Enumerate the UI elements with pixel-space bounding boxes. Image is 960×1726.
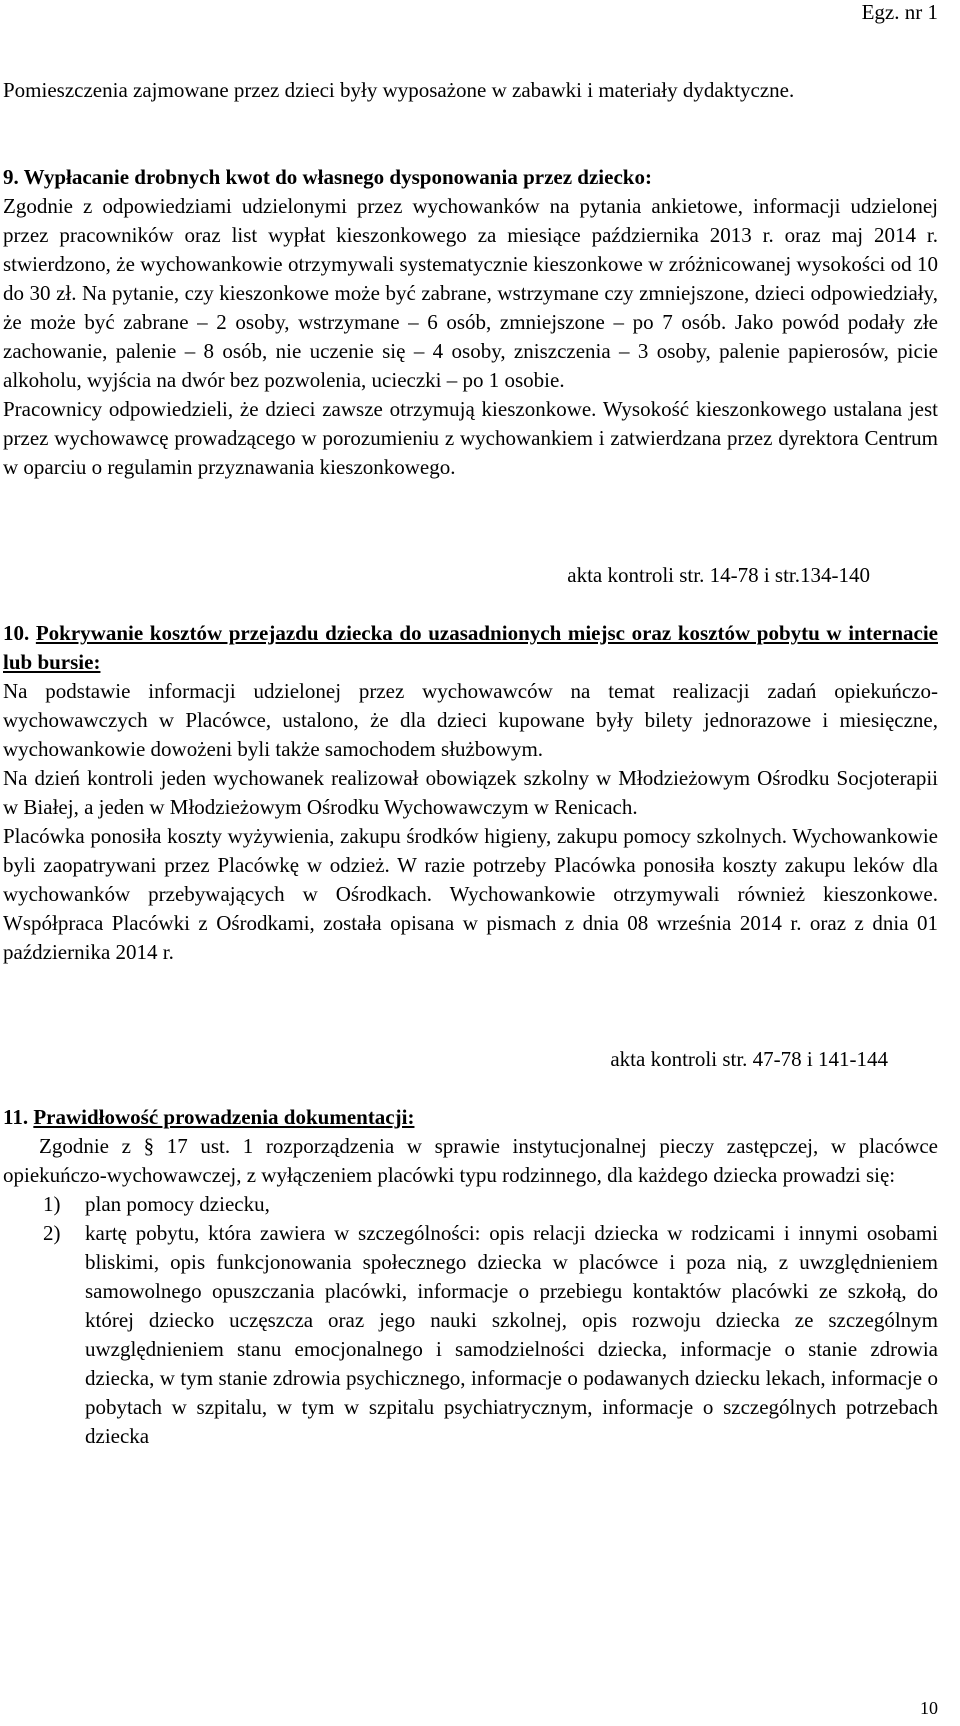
list-item-text: kartę pobytu, która zawiera w szczególności: opis relacji dziecka w rodzicami i innymi osobami bliskimi, opis funkcjonowania społecznego dziecka w placówce i poza nią, z uwzględnieniem samowolnego opuszczania placówki, informacje o przebiegu kontaktów placówki ze szkołą, do której dziecko uczęszcza oraz jego nauki szkolnej, opis rozwoju dziecka ze szczególnym uwzględnieniem stanu emocjonalnego i samodzielności dziecka, informacje o stanie zdrowia dziecka, w tym stanie zdrowia psychicznego, informacje o podawanych dziecku lekach, informacje o pobytach w szpitalu, w tym w szpitalu psychiatrycznym, informacje o szczególnych potrzebach dziecka <box>85 1221 938 1448</box>
section-10-paragraph-1: Na podstawie informacji udzielonej przez wychowawców na temat realizacji zadań opiekuńczo-wychowawczych w Placówce, ustalono, że dla dzieci kupowane były bilety jednorazowe i miesięczne, wychowankowie dowożeni byli także samochodem służbowym. <box>3 679 938 761</box>
list-item <box>3 1190 938 1219</box>
section-10-number: 10. <box>3 621 30 645</box>
page-number: 10 <box>920 1698 938 1718</box>
section-9-paragraph-2: Pracownicy odpowiedzieli, że dzieci zawsze otrzymują kieszonkowe. Wysokość kieszonkowego ustalana jest przez wychowawcę prowadzącego w porozumieniu z wychowankiem i zatwierdzana przez dyrektora Centrum w oparciu o regulamin przyznawania kieszonkowego. <box>3 397 938 479</box>
section-10 <box>3 619 938 967</box>
section-11 <box>3 1103 938 1451</box>
section-11-intro: Zgodnie z § 17 ust. 1 rozporządzenia w sprawie instytucjonalnej pieczy zastępczej, w placówce opiekuńczo-wychowawczej, z wyłączeniem placówki typu rodzinnego, dla każdego dziecka prowadzi się: <box>3 1134 938 1187</box>
section-10-paragraph-2: Na dzień kontroli jeden wychowanek realizował obowiązek szkolny w Młodzieżowym Ośrodku Socjoterapii w Białej, a jeden w Młodzieżowym Ośrodku Wychowawczym w Renicach. <box>3 766 938 819</box>
section-9-title: Wypłacanie drobnych kwot do własnego dysponowania przez dziecko: <box>23 165 652 189</box>
section-10-reference: akta kontroli str. 47-78 i 141-144 <box>610 1047 888 1071</box>
list-item-number: 2) <box>43 1221 61 1245</box>
list-item-number: 1) <box>43 1192 61 1216</box>
document-page <box>3 0 938 1726</box>
section-10-paragraph-3: Placówka ponosiła koszty wyżywienia, zakupu środków higieny, zakupu pomocy szkolnych. Wychowankowie byli zaopatrywani przez Placówkę w odzież. W razie potrzeby Placówka ponosiła koszty zakupu leków dla wychowanków przebywających w Ośrodkach. Wychowankowie otrzymywali również kieszonkowe. Współpraca Placówki z Ośrodkami, została opisana w pismach z dnia 08 września 2014 r. oraz z dnia 01 października 2014 r. <box>3 824 938 964</box>
copy-number-label: Egz. nr 1 <box>861 0 938 24</box>
section-9-number: 9. <box>3 165 19 189</box>
section-9 <box>3 163 938 482</box>
section-10-title: Pokrywanie kosztów przejazdu dziecka do uzasadnionych miejsc oraz kosztów pobytu w internacie lub bursie: <box>3 621 938 674</box>
section-9-paragraph-1: Zgodnie z odpowiedziami udzielonymi przez wychowanków na pytania ankietowe, informacji udzielonej przez pracowników oraz list wypłat kieszonkowego za miesiące października 2013 r. oraz maj 2014 r. stwierdzono, że wychowankowie otrzymywali systematycznie kieszonkowe w zróżnicowanej wysokości od 10 do 30 zł. Na pytanie, czy kieszonkowe może być zabrane, wstrzymane czy zmniejszone, dzieci odpowiedziały, że może być zabrane – 2 osoby, wstrzymane – 6 osób, zmniejszone – po 7 osób. Jako powód podały złe zachowanie, palenie – 8 osób, nie uczenie się – 4 osoby, zniszczenia – 3 osoby, palenie papierosów, picie alkoholu, wyjścia na dwór bez pozwolenia, ucieczki – po 1 osobie. <box>3 194 938 392</box>
list-item-text: plan pomocy dziecku, <box>85 1192 270 1216</box>
section-10-heading <box>3 619 938 677</box>
paragraph: Pomieszczenia zajmowane przez dzieci były wyposażone w zabawki i materiały dydaktyczne. <box>3 78 795 102</box>
section-11-number: 11. <box>3 1105 29 1129</box>
section-11-list <box>3 1190 938 1451</box>
section-9-reference: akta kontroli str. 14-78 i str.134-140 <box>567 563 870 587</box>
section-11-title: Prawidłowość prowadzenia dokumentacji: <box>33 1105 415 1129</box>
list-item <box>3 1219 938 1451</box>
section-9-heading <box>3 163 938 192</box>
section-8-tail <box>3 76 938 105</box>
section-11-heading <box>3 1103 938 1132</box>
